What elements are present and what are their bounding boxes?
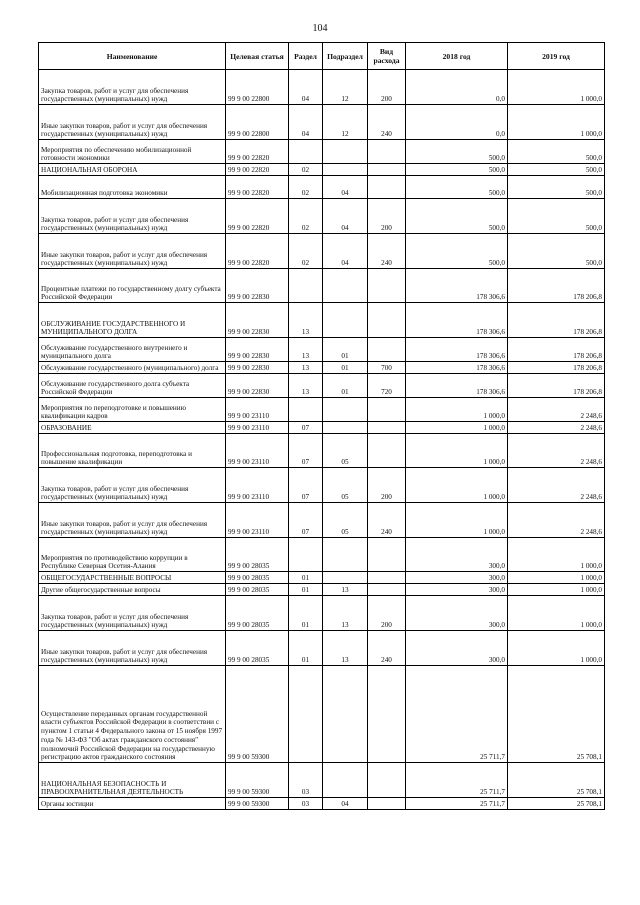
row-subsection xyxy=(323,398,368,422)
row-target-article: 99 9 00 28035 xyxy=(226,584,289,596)
table-row xyxy=(39,596,605,631)
row-section xyxy=(289,538,323,572)
row-target-article: 99 9 00 22820 xyxy=(226,234,289,269)
row-section: 02 xyxy=(289,176,323,199)
table-row xyxy=(39,105,605,140)
row-section: 04 xyxy=(289,70,323,105)
row-value-2019: 1 000,0 xyxy=(508,572,605,584)
row-target-article: 99 9 00 22830 xyxy=(226,269,289,303)
table-row xyxy=(39,164,605,176)
row-value-2019: 178 206,8 xyxy=(508,338,605,362)
row-target-article: 99 9 00 22830 xyxy=(226,374,289,398)
row-target-article: 99 9 00 28035 xyxy=(226,538,289,572)
row-name: Закупка товаров, работ и услуг для обеспечения государственных (муниципальных) нужд xyxy=(39,468,226,503)
row-value-2018: 0,0 xyxy=(406,105,508,140)
table-row xyxy=(39,362,605,374)
row-value-2019: 25 708,1 xyxy=(508,763,605,798)
row-value-2018: 500,0 xyxy=(406,140,508,164)
row-value-2018: 1 000,0 xyxy=(406,503,508,538)
row-name: Закупка товаров, работ и услуг для обеспечения государственных (муниципальных) нужд xyxy=(39,199,226,234)
header-subsection: Подраздел xyxy=(323,43,368,70)
row-name: Обслуживание государственного долга субъекта Российской Федерации xyxy=(39,374,226,398)
row-value-2019: 2 248,6 xyxy=(508,398,605,422)
row-value-2018: 300,0 xyxy=(406,584,508,596)
row-target-article: 99 9 00 59300 xyxy=(226,666,289,763)
table-row xyxy=(39,798,605,810)
table-row xyxy=(39,338,605,362)
row-value-2019: 1 000,0 xyxy=(508,596,605,631)
table-row xyxy=(39,584,605,596)
row-section: 07 xyxy=(289,422,323,434)
table-row xyxy=(39,269,605,303)
table-row xyxy=(39,422,605,434)
row-value-2018: 1 000,0 xyxy=(406,422,508,434)
row-expense-type xyxy=(368,140,406,164)
row-value-2019: 2 248,6 xyxy=(508,503,605,538)
row-section: 02 xyxy=(289,164,323,176)
row-value-2018: 25 711,7 xyxy=(406,798,508,810)
row-expense-type xyxy=(368,434,406,468)
row-section: 02 xyxy=(289,199,323,234)
table-row xyxy=(39,538,605,572)
row-value-2019: 1 000,0 xyxy=(508,538,605,572)
row-expense-type: 200 xyxy=(368,199,406,234)
table-row xyxy=(39,468,605,503)
row-value-2018: 178 306,6 xyxy=(406,338,508,362)
row-value-2019: 2 248,6 xyxy=(508,434,605,468)
row-value-2019: 1 000,0 xyxy=(508,584,605,596)
row-name: ОБРАЗОВАНИЕ xyxy=(39,422,226,434)
header-name: Наименование xyxy=(39,43,226,70)
table-row xyxy=(39,374,605,398)
row-value-2019: 1 000,0 xyxy=(508,631,605,666)
row-name: Иные закупки товаров, работ и услуг для обеспечения государственных (муниципальных) нужд xyxy=(39,503,226,538)
row-value-2018: 500,0 xyxy=(406,176,508,199)
row-expense-type: 240 xyxy=(368,105,406,140)
page-number: 104 xyxy=(312,23,328,34)
row-subsection: 05 xyxy=(323,503,368,538)
row-name: Мероприятия по переподготовке и повышению квалификации кадров xyxy=(39,398,226,422)
row-subsection: 13 xyxy=(323,631,368,666)
row-expense-type: 700 xyxy=(368,362,406,374)
row-value-2019: 500,0 xyxy=(508,199,605,234)
row-name: ОБСЛУЖИВАНИЕ ГОСУДАРСТВЕННОГО И МУНИЦИПАЛЬНОГО ДОЛГА xyxy=(39,303,226,338)
row-value-2019: 178 206,8 xyxy=(508,362,605,374)
row-target-article: 99 9 00 59300 xyxy=(226,798,289,810)
row-subsection: 05 xyxy=(323,434,368,468)
row-section: 01 xyxy=(289,596,323,631)
table-row xyxy=(39,176,605,199)
budget-table xyxy=(38,42,605,810)
row-expense-type xyxy=(368,584,406,596)
row-target-article: 99 9 00 23110 xyxy=(226,468,289,503)
row-value-2018: 300,0 xyxy=(406,538,508,572)
row-value-2018: 178 306,6 xyxy=(406,303,508,338)
row-value-2019: 25 708,1 xyxy=(508,666,605,763)
row-section: 07 xyxy=(289,468,323,503)
table-header-row xyxy=(39,43,605,70)
row-value-2018: 178 306,6 xyxy=(406,374,508,398)
row-value-2018: 178 306,6 xyxy=(406,362,508,374)
row-value-2018: 300,0 xyxy=(406,596,508,631)
row-subsection: 01 xyxy=(323,338,368,362)
row-subsection xyxy=(323,763,368,798)
row-subsection: 13 xyxy=(323,584,368,596)
row-name: НАЦИОНАЛЬНАЯ ОБОРОНА xyxy=(39,164,226,176)
row-expense-type xyxy=(368,303,406,338)
row-expense-type xyxy=(368,572,406,584)
row-section: 03 xyxy=(289,763,323,798)
row-target-article: 99 9 00 22820 xyxy=(226,176,289,199)
row-target-article: 99 9 00 59300 xyxy=(226,763,289,798)
row-value-2019: 2 248,6 xyxy=(508,468,605,503)
header-year-2019: 2019 год xyxy=(508,43,605,70)
row-section: 13 xyxy=(289,362,323,374)
table-row xyxy=(39,234,605,269)
row-value-2018: 1 000,0 xyxy=(406,434,508,468)
row-name: Мобилизационная подготовка экономики xyxy=(39,176,226,199)
row-target-article: 99 9 00 22800 xyxy=(226,105,289,140)
row-name: Осуществление переданных органам государственной власти субъектов Российской Федерации в соответствии с пунктом 1 статьи 4 Федерального закона от 15 ноября 1997 года № 143-ФЗ "Об актах гражданского состояния" полномочий Российской Федерации на государственную регистрацию актов гражданского состояния xyxy=(39,666,226,763)
row-target-article: 99 9 00 23110 xyxy=(226,503,289,538)
row-section: 04 xyxy=(289,105,323,140)
table-row xyxy=(39,631,605,666)
row-target-article: 99 9 00 22830 xyxy=(226,303,289,338)
row-value-2018: 1 000,0 xyxy=(406,468,508,503)
row-name: Обслуживание государственного (муниципального) долга xyxy=(39,362,226,374)
row-value-2018: 300,0 xyxy=(406,631,508,666)
table-row xyxy=(39,434,605,468)
row-name: ОБЩЕГОСУДАРСТВЕННЫЕ ВОПРОСЫ xyxy=(39,572,226,584)
row-target-article: 99 9 00 28035 xyxy=(226,572,289,584)
row-value-2018: 1 000,0 xyxy=(406,398,508,422)
row-name: Профессиональная подготовка, переподготовка и повышение квалификации xyxy=(39,434,226,468)
row-section: 01 xyxy=(289,572,323,584)
row-expense-type: 240 xyxy=(368,234,406,269)
row-subsection xyxy=(323,538,368,572)
row-name: Мероприятия по обеспечению мобилизационной готовности экономики xyxy=(39,140,226,164)
table-row xyxy=(39,199,605,234)
row-target-article: 99 9 00 22820 xyxy=(226,164,289,176)
row-section: 01 xyxy=(289,631,323,666)
row-section: 07 xyxy=(289,434,323,468)
row-expense-type: 200 xyxy=(368,596,406,631)
header-section: Раздел xyxy=(289,43,323,70)
row-expense-type xyxy=(368,164,406,176)
row-section xyxy=(289,398,323,422)
row-name: Иные закупки товаров, работ и услуг для обеспечения государственных (муниципальных) нужд xyxy=(39,105,226,140)
row-value-2019: 500,0 xyxy=(508,176,605,199)
row-subsection: 04 xyxy=(323,176,368,199)
row-value-2019: 25 708,1 xyxy=(508,798,605,810)
table-row xyxy=(39,303,605,338)
row-subsection xyxy=(323,666,368,763)
row-expense-type xyxy=(368,538,406,572)
row-subsection xyxy=(323,269,368,303)
row-subsection xyxy=(323,422,368,434)
row-target-article: 99 9 00 22830 xyxy=(226,338,289,362)
row-section: 13 xyxy=(289,374,323,398)
row-target-article: 99 9 00 28035 xyxy=(226,596,289,631)
header-expense-type: Вид расхода xyxy=(368,43,406,70)
header-year-2018: 2018 год xyxy=(406,43,508,70)
row-expense-type: 720 xyxy=(368,374,406,398)
row-value-2019: 178 206,8 xyxy=(508,269,605,303)
row-subsection xyxy=(323,164,368,176)
row-value-2019: 178 206,8 xyxy=(508,303,605,338)
header-target-article: Целевая статья xyxy=(226,43,289,70)
row-value-2019: 1 000,0 xyxy=(508,105,605,140)
row-expense-type xyxy=(368,269,406,303)
row-target-article: 99 9 00 22820 xyxy=(226,140,289,164)
row-value-2018: 25 711,7 xyxy=(406,666,508,763)
row-target-article: 99 9 00 22820 xyxy=(226,199,289,234)
row-value-2019: 500,0 xyxy=(508,140,605,164)
row-subsection: 01 xyxy=(323,374,368,398)
row-expense-type: 240 xyxy=(368,503,406,538)
row-section xyxy=(289,269,323,303)
row-subsection xyxy=(323,572,368,584)
row-expense-type: 240 xyxy=(368,631,406,666)
row-section: 07 xyxy=(289,503,323,538)
row-name: Обслуживание государственного внутреннего и муниципального долга xyxy=(39,338,226,362)
row-expense-type: 200 xyxy=(368,468,406,503)
row-target-article: 99 9 00 23110 xyxy=(226,422,289,434)
row-value-2018: 300,0 xyxy=(406,572,508,584)
row-value-2018: 500,0 xyxy=(406,234,508,269)
row-value-2019: 178 206,8 xyxy=(508,374,605,398)
row-value-2018: 178 306,6 xyxy=(406,269,508,303)
row-value-2019: 2 248,6 xyxy=(508,422,605,434)
row-target-article: 99 9 00 23110 xyxy=(226,398,289,422)
row-expense-type xyxy=(368,666,406,763)
row-section: 13 xyxy=(289,303,323,338)
row-name: Другие общегосударственные вопросы xyxy=(39,584,226,596)
row-section: 13 xyxy=(289,338,323,362)
row-value-2018: 25 711,7 xyxy=(406,763,508,798)
table-row xyxy=(39,503,605,538)
row-name: Иные закупки товаров, работ и услуг для обеспечения государственных (муниципальных) нужд xyxy=(39,631,226,666)
row-value-2019: 1 000,0 xyxy=(508,70,605,105)
table-row xyxy=(39,763,605,798)
row-expense-type xyxy=(368,798,406,810)
row-value-2019: 500,0 xyxy=(508,234,605,269)
row-value-2019: 500,0 xyxy=(508,164,605,176)
row-section: 02 xyxy=(289,234,323,269)
row-target-article: 99 9 00 28035 xyxy=(226,631,289,666)
row-subsection: 04 xyxy=(323,798,368,810)
row-expense-type xyxy=(368,763,406,798)
row-subsection xyxy=(323,140,368,164)
row-value-2018: 0,0 xyxy=(406,70,508,105)
row-subsection: 04 xyxy=(323,234,368,269)
table-row xyxy=(39,140,605,164)
row-value-2018: 500,0 xyxy=(406,164,508,176)
row-expense-type: 200 xyxy=(368,70,406,105)
row-name: Процентные платежи по государственному долгу субъекта Российской Федерации xyxy=(39,269,226,303)
row-value-2018: 500,0 xyxy=(406,199,508,234)
row-section xyxy=(289,666,323,763)
table-row xyxy=(39,398,605,422)
row-subsection: 01 xyxy=(323,362,368,374)
row-subsection: 13 xyxy=(323,596,368,631)
row-subsection: 12 xyxy=(323,70,368,105)
row-expense-type xyxy=(368,176,406,199)
row-target-article: 99 9 00 22830 xyxy=(226,362,289,374)
row-target-article: 99 9 00 23110 xyxy=(226,434,289,468)
row-name: Иные закупки товаров, работ и услуг для обеспечения государственных (муниципальных) нужд xyxy=(39,234,226,269)
row-name: НАЦИОНАЛЬНАЯ БЕЗОПАСНОСТЬ И ПРАВООХРАНИТЕЛЬНАЯ ДЕЯТЕЛЬНОСТЬ xyxy=(39,763,226,798)
row-expense-type xyxy=(368,398,406,422)
row-name: Закупка товаров, работ и услуг для обеспечения государственных (муниципальных) нужд xyxy=(39,596,226,631)
row-name: Органы юстиции xyxy=(39,798,226,810)
row-section: 01 xyxy=(289,584,323,596)
row-expense-type xyxy=(368,338,406,362)
row-subsection xyxy=(323,303,368,338)
row-target-article: 99 9 00 22800 xyxy=(226,70,289,105)
table-row xyxy=(39,666,605,763)
row-subsection: 05 xyxy=(323,468,368,503)
row-name: Закупка товаров, работ и услуг для обеспечения государственных (муниципальных) нужд xyxy=(39,70,226,105)
table-row xyxy=(39,572,605,584)
row-section: 03 xyxy=(289,798,323,810)
row-expense-type xyxy=(368,422,406,434)
row-section xyxy=(289,140,323,164)
row-name: Мероприятия по противодействию коррупции в Республике Северная Осетия-Алания xyxy=(39,538,226,572)
row-subsection: 04 xyxy=(323,199,368,234)
table-row xyxy=(39,70,605,105)
row-subsection: 12 xyxy=(323,105,368,140)
